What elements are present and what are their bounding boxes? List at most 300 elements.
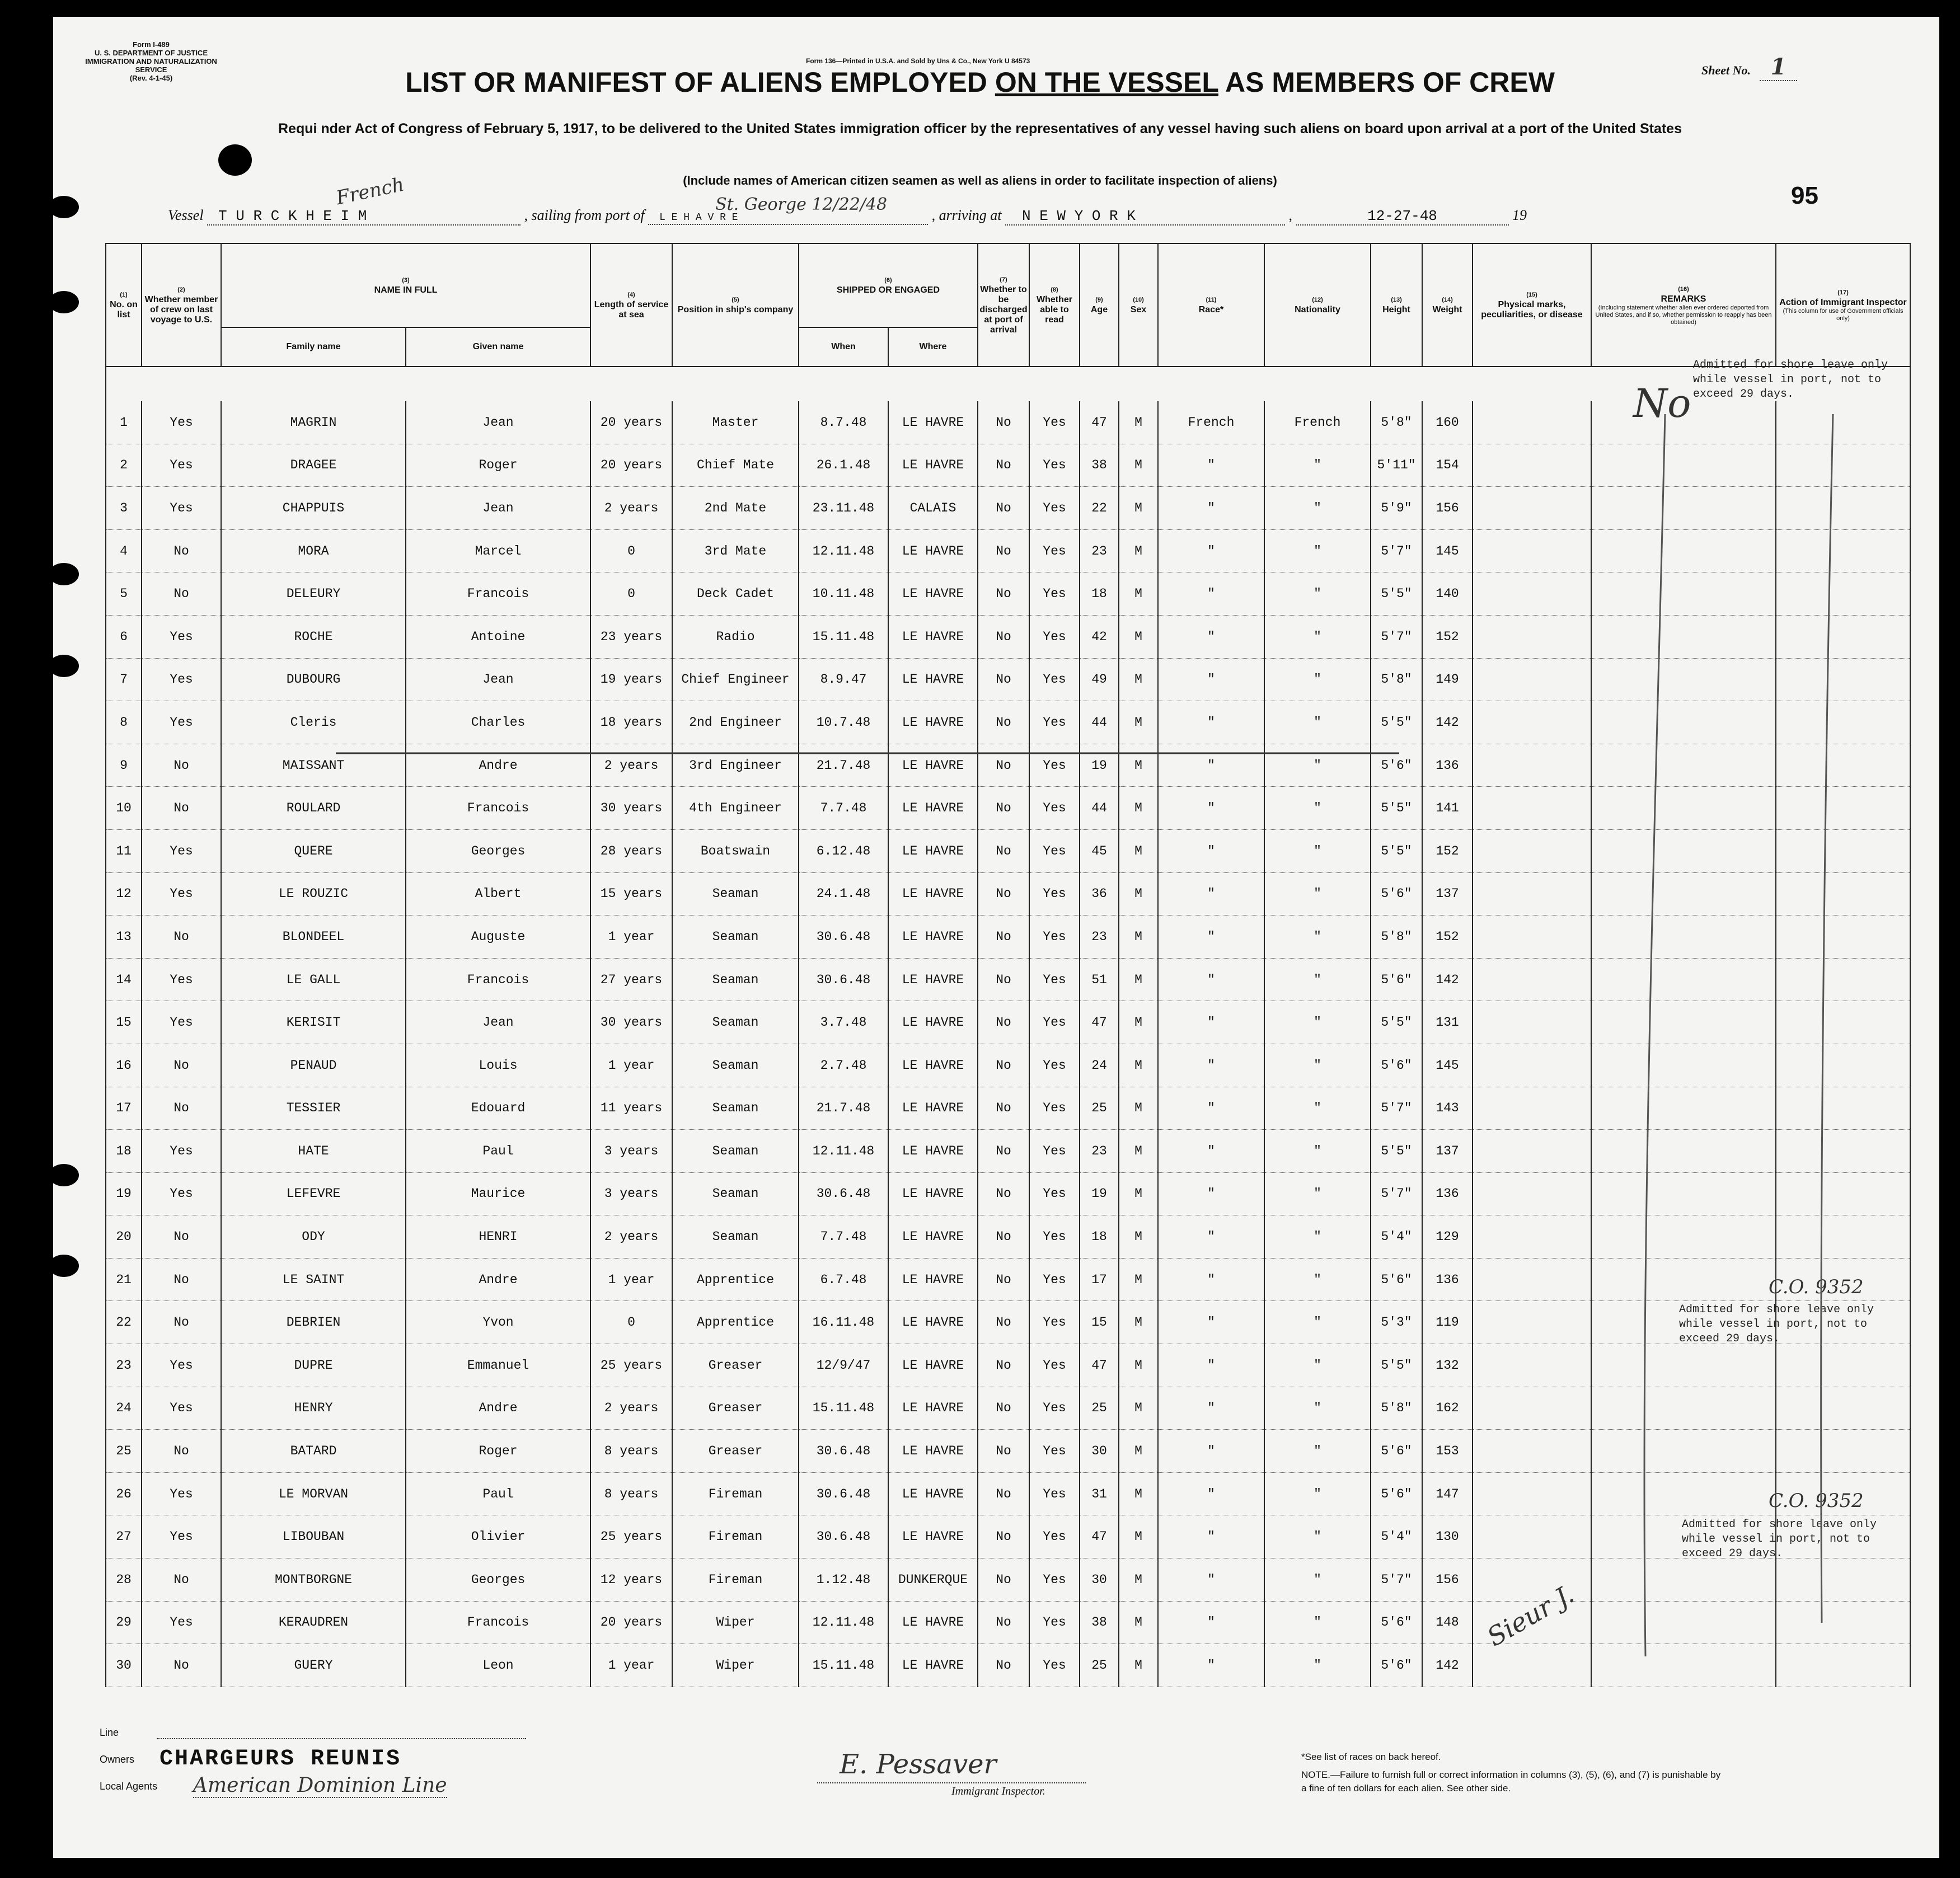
length-of-service-cell: 11 years: [590, 1087, 672, 1130]
race-cell: ": [1158, 1172, 1264, 1215]
height-cell: 5'3": [1371, 1301, 1422, 1344]
shipped-where-cell: LE HAVRE: [888, 872, 978, 915]
weight-cell: 147: [1422, 1472, 1473, 1515]
given-name-cell: Francois: [406, 787, 590, 830]
sex-cell: M: [1119, 1258, 1158, 1301]
sailing-handwritten: St. George 12/22/48: [715, 195, 888, 214]
race-cell: ": [1158, 744, 1264, 787]
able-to-read-cell: Yes: [1029, 744, 1080, 787]
able-to-read-cell: Yes: [1029, 615, 1080, 658]
given-name-cell: Jean: [406, 401, 590, 444]
family-name-cell: Cleris: [221, 701, 406, 744]
sex-cell: M: [1119, 401, 1158, 444]
race-cell: ": [1158, 658, 1264, 701]
shipped-when-cell: 10.11.48: [799, 572, 888, 616]
crew-last-voyage-cell: No: [142, 1644, 221, 1687]
shipped-where-cell: LE HAVRE: [888, 1001, 978, 1044]
discharged-cell: No: [978, 1601, 1029, 1644]
family-name-cell: MAGRIN: [221, 401, 406, 444]
shipped-where-cell: LE HAVRE: [888, 1172, 978, 1215]
age-cell: 45: [1080, 829, 1119, 872]
age-cell: 30: [1080, 1558, 1119, 1602]
able-to-read-cell: Yes: [1029, 1644, 1080, 1687]
family-name-cell: DUBOURG: [221, 658, 406, 701]
weight-cell: 141: [1422, 787, 1473, 830]
given-name-cell: Andre: [406, 1387, 590, 1430]
discharged-cell: No: [978, 529, 1029, 572]
shipped-when-cell: 15.11.48: [799, 615, 888, 658]
shipped-when-cell: 30.6.48: [799, 1472, 888, 1515]
height-cell: 5'6": [1371, 1472, 1422, 1515]
sex-cell: M: [1119, 1130, 1158, 1173]
family-name-cell: LIBOUBAN: [221, 1515, 406, 1558]
row-no-cell: 5: [106, 572, 142, 616]
crew-last-voyage-cell: No: [142, 1258, 221, 1301]
weight-cell: 142: [1422, 958, 1473, 1001]
length-of-service-cell: 23 years: [590, 615, 672, 658]
vessel-line: Vessel T U R C K H E I M , sailing from port of L E H A V R E St. George 12/22/48 , arriving at N E W Y O R K , 12-27-48 19: [168, 195, 1527, 224]
able-to-read-cell: Yes: [1029, 444, 1080, 487]
race-cell: ": [1158, 1558, 1264, 1602]
crew-last-voyage-cell: Yes: [142, 444, 221, 487]
able-to-read-cell: Yes: [1029, 1430, 1080, 1473]
length-of-service-cell: 8 years: [590, 1472, 672, 1515]
discharged-cell: No: [978, 958, 1029, 1001]
weight-cell: 156: [1422, 487, 1473, 530]
weight-cell: 145: [1422, 529, 1473, 572]
position-cell: Fireman: [672, 1558, 799, 1602]
height-cell: 5'4": [1371, 1515, 1422, 1558]
weight-cell: 162: [1422, 1387, 1473, 1430]
able-to-read-cell: Yes: [1029, 1215, 1080, 1259]
given-name-cell: Auguste: [406, 915, 590, 959]
given-name-cell: Jean: [406, 487, 590, 530]
nationality-cell: ": [1264, 829, 1371, 872]
height-cell: 5'6": [1371, 1430, 1422, 1473]
title-part: ON THE VESSEL: [995, 67, 1218, 98]
row-no-cell: 13: [106, 915, 142, 959]
sex-cell: M: [1119, 444, 1158, 487]
shipped-when-cell: 8.7.48: [799, 401, 888, 444]
col-label: SHIPPED OR ENGAGED: [836, 285, 940, 295]
race-cell: ": [1158, 958, 1264, 1001]
shipped-when-cell: 15.11.48: [799, 1644, 888, 1687]
crew-last-voyage-cell: No: [142, 744, 221, 787]
age-cell: 23: [1080, 915, 1119, 959]
given-name-cell: Charles: [406, 701, 590, 744]
crew-last-voyage-cell: Yes: [142, 958, 221, 1001]
shipped-when-cell: 12.11.48: [799, 529, 888, 572]
local-agents-value: American Dominion Line: [193, 1774, 447, 1797]
length-of-service-cell: 2 years: [590, 744, 672, 787]
crew-last-voyage-cell: Yes: [142, 829, 221, 872]
shipped-when-cell: 6.12.48: [799, 829, 888, 872]
shipped-where-cell: LE HAVRE: [888, 1215, 978, 1259]
crew-last-voyage-cell: Yes: [142, 1472, 221, 1515]
sex-cell: M: [1119, 1387, 1158, 1430]
discharged-cell: No: [978, 1258, 1029, 1301]
given-name-cell: Jean: [406, 1001, 590, 1044]
able-to-read-cell: Yes: [1029, 787, 1080, 830]
crew-last-voyage-cell: Yes: [142, 701, 221, 744]
shipped-when-cell: 21.7.48: [799, 1087, 888, 1130]
stamp-number: 95: [1791, 182, 1818, 209]
height-cell: 5'6": [1371, 1601, 1422, 1644]
position-cell: Seaman: [672, 915, 799, 959]
row-no-cell: 16: [106, 1044, 142, 1087]
length-of-service-cell: 8 years: [590, 1430, 672, 1473]
col-label: Height: [1382, 305, 1410, 314]
form-id: Form I-489: [133, 40, 170, 49]
position-cell: Seaman: [672, 1130, 799, 1173]
race-cell: ": [1158, 1215, 1264, 1259]
given-name-cell: Maurice: [406, 1172, 590, 1215]
race-cell: ": [1158, 1344, 1264, 1387]
nationality-cell: ": [1264, 1601, 1371, 1644]
able-to-read-cell: Yes: [1029, 915, 1080, 959]
nationality-cell: ": [1264, 444, 1371, 487]
position-cell: 3rd Mate: [672, 529, 799, 572]
shipped-when-cell: 12.11.48: [799, 1130, 888, 1173]
remarks-bracket-line: [1821, 414, 1833, 1623]
race-cell: ": [1158, 829, 1264, 872]
age-cell: 47: [1080, 1344, 1119, 1387]
sex-cell: M: [1119, 1601, 1158, 1644]
age-cell: 24: [1080, 1044, 1119, 1087]
able-to-read-cell: Yes: [1029, 1558, 1080, 1602]
row-no-cell: 11: [106, 829, 142, 872]
discharged-cell: No: [978, 1172, 1029, 1215]
weight-cell: 136: [1422, 1258, 1473, 1301]
position-cell: Wiper: [672, 1601, 799, 1644]
height-cell: 5'6": [1371, 1258, 1422, 1301]
position-cell: Chief Mate: [672, 444, 799, 487]
length-of-service-cell: 3 years: [590, 1130, 672, 1173]
shipped-when-cell: 7.7.48: [799, 1215, 888, 1259]
col-label: No. on list: [110, 300, 138, 320]
arriving-port: N E W Y O R K: [1005, 208, 1285, 226]
discharged-cell: No: [978, 829, 1029, 872]
instruction-note: (Include names of American citizen seamen as well as aliens in order to facilitate inspection of aliens): [683, 173, 1277, 187]
weight-cell: 119: [1422, 1301, 1473, 1344]
height-cell: 5'5": [1371, 1130, 1422, 1173]
weight-cell: 132: [1422, 1344, 1473, 1387]
length-of-service-cell: 1 year: [590, 1258, 672, 1301]
shipped-when-cell: 12/9/47: [799, 1344, 888, 1387]
col-label: Sex: [1130, 305, 1147, 314]
discharged-cell: No: [978, 1430, 1029, 1473]
title-part: LIST OR MANIFEST OF ALIENS EMPLOYED: [405, 67, 995, 98]
height-cell: 5'6": [1371, 872, 1422, 915]
shipped-when-cell: 2.7.48: [799, 1044, 888, 1087]
col-number: (16): [1678, 285, 1689, 293]
length-of-service-cell: 12 years: [590, 1558, 672, 1602]
col-header-where: Where: [888, 327, 978, 367]
able-to-read-cell: Yes: [1029, 1472, 1080, 1515]
nationality-cell: ": [1264, 701, 1371, 744]
able-to-read-cell: Yes: [1029, 1344, 1080, 1387]
able-to-read-cell: Yes: [1029, 872, 1080, 915]
col-number: (7): [1000, 276, 1007, 283]
nationality-cell: ": [1264, 787, 1371, 830]
remarks-bracket-line: [1644, 414, 1665, 1656]
weight-cell: 142: [1422, 701, 1473, 744]
row-no-cell: 1: [106, 401, 142, 444]
co-number: C.O. 9352: [1769, 1276, 1864, 1298]
shipped-where-cell: CALAIS: [888, 487, 978, 530]
row-no-cell: 15: [106, 1001, 142, 1044]
age-cell: 25: [1080, 1087, 1119, 1130]
crew-last-voyage-cell: No: [142, 572, 221, 616]
family-name-cell: MONTBORGNE: [221, 1558, 406, 1602]
length-of-service-cell: 15 years: [590, 872, 672, 915]
height-cell: 5'7": [1371, 1087, 1422, 1130]
position-cell: Fireman: [672, 1472, 799, 1515]
age-cell: 22: [1080, 487, 1119, 530]
col-label: NAME IN FULL: [374, 285, 438, 295]
height-cell: 5'8": [1371, 401, 1422, 444]
discharged-cell: No: [978, 1087, 1029, 1130]
crew-last-voyage-cell: Yes: [142, 1001, 221, 1044]
arriving-label: , arriving at: [931, 207, 1002, 223]
handwritten-no: No: [1633, 381, 1691, 426]
shipped-when-cell: 1.12.48: [799, 1558, 888, 1602]
discharged-cell: No: [978, 487, 1029, 530]
given-name-cell: Paul: [406, 1130, 590, 1173]
col-number: (1): [120, 292, 128, 298]
row-no-cell: 23: [106, 1344, 142, 1387]
nationality-cell: ": [1264, 1472, 1371, 1515]
given-name-cell: Louis: [406, 1044, 590, 1087]
col-label: Length of service at sea: [594, 300, 669, 320]
race-cell: ": [1158, 615, 1264, 658]
crew-last-voyage-cell: No: [142, 1215, 221, 1259]
position-cell: Radio: [672, 615, 799, 658]
age-cell: 23: [1080, 529, 1119, 572]
length-of-service-cell: 0: [590, 572, 672, 616]
sex-cell: M: [1119, 958, 1158, 1001]
position-cell: Greaser: [672, 1387, 799, 1430]
family-name-cell: DUPRE: [221, 1344, 406, 1387]
position-cell: Apprentice: [672, 1258, 799, 1301]
row-no-cell: 17: [106, 1087, 142, 1130]
height-cell: 5'8": [1371, 658, 1422, 701]
col-label: Age: [1090, 305, 1108, 314]
shipped-where-cell: LE HAVRE: [888, 744, 978, 787]
col-number: (9): [1095, 297, 1103, 303]
shore-leave-stamp: Admitted for shore leave only while vessel in port, not to exceed 29 days.: [1693, 359, 1888, 401]
col-number: (8): [1051, 287, 1058, 293]
sex-cell: M: [1119, 787, 1158, 830]
race-cell: ": [1158, 1644, 1264, 1687]
col-number: (15): [1526, 292, 1537, 298]
length-of-service-cell: 1 year: [590, 1644, 672, 1687]
length-of-service-cell: 1 year: [590, 915, 672, 959]
age-cell: 23: [1080, 1130, 1119, 1173]
position-cell: Master: [672, 401, 799, 444]
weight-cell: 142: [1422, 1644, 1473, 1687]
length-of-service-cell: 20 years: [590, 401, 672, 444]
length-of-service-cell: 2 years: [590, 1215, 672, 1259]
nationality-cell: ": [1264, 615, 1371, 658]
arrival-date: 12-27-48: [1296, 208, 1509, 226]
vessel-label: Vessel: [168, 207, 204, 223]
position-cell: Chief Engineer: [672, 658, 799, 701]
shipped-when-cell: 10.7.48: [799, 701, 888, 744]
col-label: Race*: [1198, 305, 1224, 314]
weight-cell: 136: [1422, 744, 1473, 787]
position-cell: 2nd Engineer: [672, 701, 799, 744]
height-cell: 5'6": [1371, 1044, 1422, 1087]
given-name-cell: Marcel: [406, 529, 590, 572]
able-to-read-cell: Yes: [1029, 1258, 1080, 1301]
height-cell: 5'8": [1371, 1387, 1422, 1430]
row-no-cell: 21: [106, 1258, 142, 1301]
col-number: (12): [1312, 297, 1323, 303]
length-of-service-cell: 27 years: [590, 958, 672, 1001]
row-no-cell: 2: [106, 444, 142, 487]
col-label: Weight: [1432, 305, 1462, 314]
shipped-where-cell: LE HAVRE: [888, 1430, 978, 1473]
crew-last-voyage-cell: Yes: [142, 401, 221, 444]
height-cell: 5'6": [1371, 744, 1422, 787]
nationality-cell: ": [1264, 744, 1371, 787]
shipped-where-cell: LE HAVRE: [888, 1644, 978, 1687]
given-name-cell: Paul: [406, 1472, 590, 1515]
discharged-cell: No: [978, 1130, 1029, 1173]
family-name-cell: DELEURY: [221, 572, 406, 616]
position-cell: 4th Engineer: [672, 787, 799, 830]
co-number: C.O. 9352: [1769, 1490, 1864, 1512]
position-cell: Boatswain: [672, 829, 799, 872]
crew-last-voyage-cell: Yes: [142, 872, 221, 915]
shipped-where-cell: LE HAVRE: [888, 1601, 978, 1644]
col-label: Whether member of crew on last voyage to U.S.: [144, 295, 218, 325]
discharged-cell: No: [978, 1472, 1029, 1515]
nationality-cell: ": [1264, 487, 1371, 530]
sheet-number: 1: [1760, 54, 1798, 81]
weight-cell: 137: [1422, 872, 1473, 915]
nationality-cell: ": [1264, 1515, 1371, 1558]
nationality-cell: ": [1264, 1301, 1371, 1344]
given-name-cell: Georges: [406, 829, 590, 872]
weight-cell: 129: [1422, 1215, 1473, 1259]
row-no-cell: 10: [106, 787, 142, 830]
col-number: (11): [1206, 297, 1217, 303]
row-no-cell: 9: [106, 744, 142, 787]
shipped-where-cell: LE HAVRE: [888, 444, 978, 487]
sex-cell: M: [1119, 1558, 1158, 1602]
weight-cell: 152: [1422, 829, 1473, 872]
row-no-cell: 12: [106, 872, 142, 915]
sex-cell: M: [1119, 1644, 1158, 1687]
nationality-cell: ": [1264, 1430, 1371, 1473]
given-name-cell: Francois: [406, 572, 590, 616]
nationality-cell: ": [1264, 872, 1371, 915]
weight-cell: 154: [1422, 444, 1473, 487]
shipped-where-cell: LE HAVRE: [888, 1130, 978, 1173]
shipped-where-cell: LE HAVRE: [888, 615, 978, 658]
printer-note: Form 136—Printed in U.S.A. and Sold by Uns & Co., New York U 84573: [806, 57, 1030, 65]
discharged-cell: No: [978, 872, 1029, 915]
discharged-cell: No: [978, 615, 1029, 658]
shipped-when-cell: 16.11.48: [799, 1301, 888, 1344]
shipped-when-cell: 30.6.48: [799, 1430, 888, 1473]
nationality-cell: ": [1264, 658, 1371, 701]
given-name-cell: Roger: [406, 444, 590, 487]
discharged-cell: No: [978, 1344, 1029, 1387]
weight-cell: 152: [1422, 915, 1473, 959]
col-sublabel: (This column for use of Government officials only): [1783, 308, 1903, 322]
crew-last-voyage-cell: No: [142, 1430, 221, 1473]
col-header-family-name: Family name: [221, 327, 406, 367]
nationality-cell: ": [1264, 915, 1371, 959]
crew-last-voyage-cell: No: [142, 1301, 221, 1344]
shipped-where-cell: LE HAVRE: [888, 401, 978, 444]
discharged-cell: No: [978, 1215, 1029, 1259]
col-number: (3): [402, 277, 410, 284]
given-name-cell: Albert: [406, 872, 590, 915]
shipped-where-cell: LE HAVRE: [888, 658, 978, 701]
service: IMMIGRATION AND NATURALIZATION SERVICE: [85, 57, 217, 74]
race-cell: ": [1158, 1430, 1264, 1473]
race-cell: ": [1158, 1044, 1264, 1087]
position-cell: Wiper: [672, 1644, 799, 1687]
shipped-where-cell: LE HAVRE: [888, 572, 978, 616]
crew-last-voyage-cell: Yes: [142, 1387, 221, 1430]
title-part: AS MEMBERS OF CREW: [1218, 67, 1555, 98]
row-no-cell: 30: [106, 1644, 142, 1687]
age-cell: 25: [1080, 1387, 1119, 1430]
col-number: (17): [1837, 289, 1849, 296]
shipped-when-cell: 12.11.48: [799, 1601, 888, 1644]
sex-cell: M: [1119, 1044, 1158, 1087]
given-name-cell: Andre: [406, 744, 590, 787]
given-name-cell: Emmanuel: [406, 1344, 590, 1387]
length-of-service-cell: 30 years: [590, 1001, 672, 1044]
shipped-where-cell: LE HAVRE: [888, 787, 978, 830]
race-cell: ": [1158, 915, 1264, 959]
shipped-where-cell: LE HAVRE: [888, 529, 978, 572]
race-cell: ": [1158, 1387, 1264, 1430]
family-name-cell: CHAPPUIS: [221, 487, 406, 530]
able-to-read-cell: Yes: [1029, 1172, 1080, 1215]
nationality-cell: ": [1264, 1644, 1371, 1687]
department: U. S. DEPARTMENT OF JUSTICE: [95, 49, 208, 57]
row-no-cell: 8: [106, 701, 142, 744]
given-name-cell: Roger: [406, 1430, 590, 1473]
nationality-cell: ": [1264, 1087, 1371, 1130]
family-name-cell: TESSIER: [221, 1087, 406, 1130]
age-cell: 44: [1080, 701, 1119, 744]
height-cell: 5'5": [1371, 829, 1422, 872]
age-cell: 49: [1080, 658, 1119, 701]
shipped-where-cell: LE HAVRE: [888, 829, 978, 872]
age-cell: 42: [1080, 615, 1119, 658]
given-name-cell: Yvon: [406, 1301, 590, 1344]
race-cell: ": [1158, 1087, 1264, 1130]
position-cell: Seaman: [672, 1044, 799, 1087]
shipped-when-cell: 21.7.48: [799, 744, 888, 787]
race-cell: ": [1158, 701, 1264, 744]
height-cell: 5'6": [1371, 1644, 1422, 1687]
sex-cell: M: [1119, 915, 1158, 959]
age-cell: 19: [1080, 744, 1119, 787]
sex-cell: M: [1119, 829, 1158, 872]
race-cell: ": [1158, 444, 1264, 487]
row-no-cell: 28: [106, 1558, 142, 1602]
position-cell: Seaman: [672, 1215, 799, 1259]
